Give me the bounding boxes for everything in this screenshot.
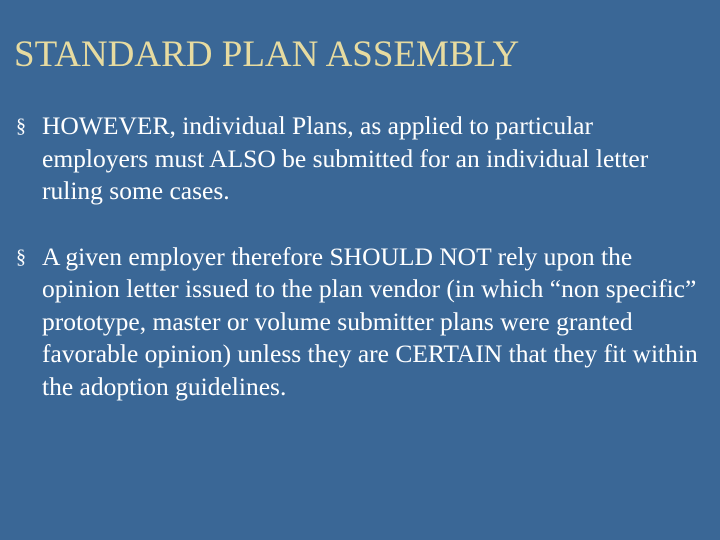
bullet-text: A given employer therefore SHOULD NOT rely upon the opinion letter issued to the plan vendor (in which “non specific” prototype, master or volume submitter plans were granted favorable opinion) unless they are CERTAIN that they fit within the adoption guidelines. bbox=[42, 241, 698, 401]
section-sign-bullet-icon: § bbox=[16, 245, 26, 268]
bullet-item bbox=[14, 241, 704, 404]
section-sign-bullet-icon: § bbox=[16, 115, 26, 137]
bullet-list bbox=[14, 110, 704, 403]
slide-title: STANDARD PLAN ASSEMBLY bbox=[14, 34, 520, 75]
bullet-item bbox=[14, 110, 704, 208]
bullet-text: HOWEVER, individual Plans, as applied to particular employers must ALSO be submitted for an individual letter ruling some cases. bbox=[42, 111, 649, 205]
